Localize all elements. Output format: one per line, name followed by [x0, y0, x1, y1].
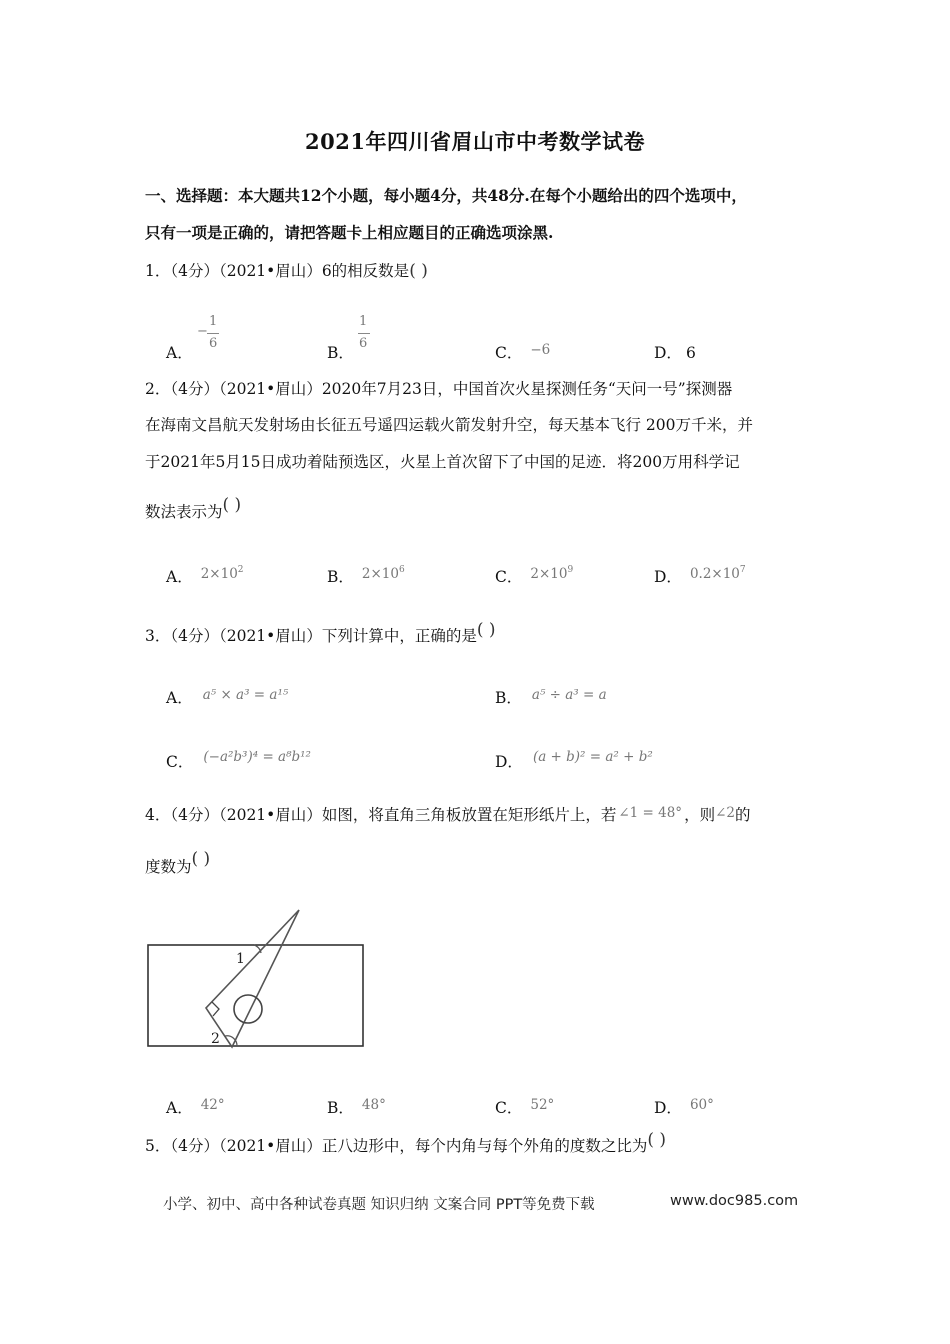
q4-option-a — [166, 1096, 225, 1118]
q3-option-b — [495, 686, 607, 708]
q1-option-c — [495, 341, 550, 363]
question-4-stem-line1 — [145, 803, 751, 825]
q3-option-d — [495, 750, 653, 772]
rectangle-paper — [148, 945, 363, 1046]
q4-option-d — [654, 1096, 714, 1118]
question-4-stem-line2 — [145, 849, 211, 877]
question-4-text-tail: 的 — [734, 806, 751, 824]
q2-option-c — [495, 565, 573, 587]
q2-option-b-math — [362, 566, 405, 582]
q3-option-d-math: (a + b)² = a² + b² — [532, 749, 653, 765]
math-base: 0.2×10 — [689, 566, 740, 582]
math-exponent: 2 — [237, 565, 244, 575]
option-label: D． — [654, 1099, 682, 1117]
option-label: D． — [654, 568, 682, 586]
q2-option-a-math — [201, 566, 244, 582]
question-1-stem — [145, 259, 428, 281]
question-5-stem — [145, 1130, 666, 1156]
right-angle-mark — [212, 1002, 219, 1016]
section-instructions-line2: 只有一项是正确的，请把答题卡上相应题目的正确选项涂黑. — [145, 223, 554, 242]
option-value: 6 — [685, 344, 696, 362]
q2-option-d-math — [690, 566, 746, 582]
page-title: 2021年四川省眉山市中考数学试卷 — [305, 129, 645, 154]
q3-option-a — [166, 686, 288, 708]
question-3-stem — [145, 620, 496, 646]
q2-option-d — [654, 565, 746, 587]
question-4-text-then: ，则 — [684, 806, 716, 824]
angle-2-label: 2 — [211, 1031, 220, 1047]
q1-option-b — [327, 341, 354, 363]
q2-option-a — [166, 565, 244, 587]
q4-option-c-math: 52° — [530, 1097, 555, 1113]
footer-text: 小学、初中、高中各种试卷真题 知识归纳 文案合同 PPT等免费下载 — [163, 1197, 595, 1213]
option-label: C． — [495, 344, 523, 362]
option-label: D． — [654, 344, 682, 362]
q2-option-c-math — [530, 566, 573, 582]
option-label: A． — [166, 344, 193, 362]
question-2-stem-line3: 于2021年5月15日成功着陆预选区，火星上首次留下了中国的足迹．将200万用科学记 — [145, 453, 740, 471]
math-exponent: 7 — [739, 565, 746, 575]
footer-url: www.doc985.com — [670, 1193, 799, 1209]
answer-paren: ( ) — [647, 1130, 666, 1150]
q3-option-b-math: a⁵ ÷ a³ = a — [531, 687, 607, 703]
q3-option-a-math: a⁵ × a³ = a¹⁵ — [202, 687, 289, 703]
angle-1-label: 1 — [236, 951, 245, 967]
option-label: A． — [166, 1099, 193, 1117]
answer-paren: ( ) — [191, 849, 211, 869]
option-label: D． — [495, 753, 523, 771]
question-2-stem-line2: 在海南文昌航天发射场由长征五号遥四运载火箭发射升空，每天基本飞行 200万千米，并 — [145, 416, 754, 434]
question-2-stem-line4 — [145, 495, 242, 522]
right-triangle-ruler — [206, 910, 299, 1047]
q1-option-c-math: −6 — [530, 342, 551, 358]
option-label: A． — [166, 568, 193, 586]
q3-option-c-math: (−a²b³)⁴ = a⁸b¹² — [203, 749, 311, 765]
question-1-text: 1．（4分）（2021•眉山）6的相反数是 — [145, 262, 410, 280]
answer-paren: ( ) — [409, 261, 428, 281]
option-label: C． — [166, 753, 194, 771]
q1-option-a-math: − 1 6 — [197, 314, 218, 351]
option-label: B． — [327, 1099, 354, 1117]
option-label: C． — [495, 568, 523, 586]
angle1-condition: ∠1 = 48° — [618, 805, 683, 821]
q2-option-b — [327, 565, 405, 587]
math-exponent: 9 — [567, 565, 574, 575]
angle2-symbol: ∠2 — [715, 805, 735, 821]
option-label: A． — [166, 689, 193, 707]
answer-paren: ( ) — [476, 620, 496, 640]
triangle-on-rectangle-figure — [140, 900, 380, 1065]
q4-option-c — [495, 1096, 554, 1118]
q1-option-b-math: 1 6 — [358, 314, 372, 354]
section-instructions-line1: 一、选择题：本大题共12个小题，每小题4分，共48分.在每个小题给出的四个选项中， — [145, 186, 747, 205]
q4-option-b-math: 48° — [361, 1097, 386, 1113]
q1-option-a — [166, 341, 193, 363]
option-label: B． — [327, 344, 354, 362]
question-2-text: 数法表示为 — [145, 503, 223, 521]
math-exponent: 6 — [398, 565, 405, 575]
ruler-hole — [234, 995, 262, 1023]
option-label: B． — [495, 689, 522, 707]
q3-option-c — [166, 750, 311, 772]
q4-option-b — [327, 1096, 386, 1118]
q1-option-d — [654, 341, 696, 363]
answer-paren: ( ) — [222, 495, 242, 515]
footer — [163, 1193, 799, 1214]
math-base: 2×10 — [200, 566, 238, 582]
math-base: 2×10 — [361, 566, 399, 582]
question-2-stem-line1: 2．（4分）（2021•眉山）2020年7月23日，中国首次火星探测任务“天问一号”探测器 — [145, 380, 733, 398]
q4-option-a-math: 42° — [200, 1097, 225, 1113]
question-5-text: 5．（4分）（2021•眉山）正八边形中，每个内角与每个外角的度数之比为 — [145, 1137, 648, 1155]
q4-option-d-math: 60° — [689, 1097, 714, 1113]
option-label: B． — [327, 568, 354, 586]
math-base: 2×10 — [530, 566, 568, 582]
option-label: C． — [495, 1099, 523, 1117]
question-4-text: 4．（4分）（2021•眉山）如图，将直角三角板放置在矩形纸片上，若 — [145, 806, 617, 824]
question-4-text-line2: 度数为 — [145, 858, 192, 876]
question-3-text: 3．（4分）（2021•眉山）下列计算中，正确的是 — [145, 627, 477, 645]
